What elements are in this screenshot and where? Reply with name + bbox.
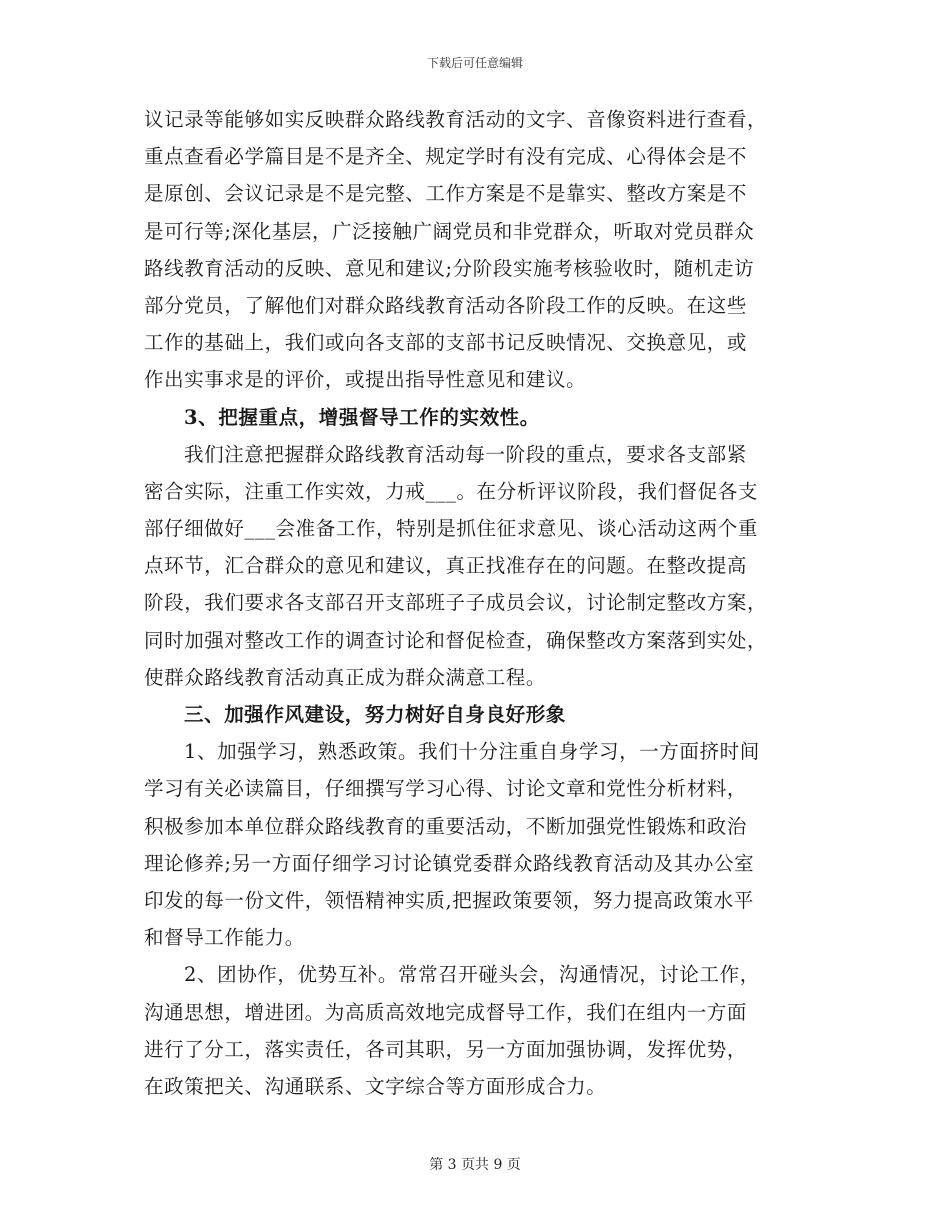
body-line: 理论修养;另一方面仔细学习讨论镇党委群众路线教育活动及其办公室 <box>144 851 755 875</box>
paragraph-start: 1、加强学习，熟悉政策。我们十分注重自身学习，一方面挤时间 <box>184 740 760 764</box>
body-line: 积极参加本单位群众路线教育的重要活动，不断加强党性锻炼和政治 <box>144 814 748 838</box>
body-line: 是原创、会议记录是不是完整、工作方案是不是靠实、整改方案是不 <box>144 182 748 206</box>
document-body <box>144 101 814 1105</box>
body-line: 和督导工作能力。 <box>144 926 305 950</box>
body-line: 议记录等能够如实反映群众路线教育活动的文字、音像资料进行查看， <box>144 108 768 131</box>
body-line: 沟通思想，增进团。为高质高效地完成督导工作，我们在组内一方面 <box>144 1000 748 1024</box>
body-line: 工作的基础上，我们或向各支部的支部书记反映情况、交换意见，或 <box>144 331 748 355</box>
page-header-note: 下载后可任意编辑 <box>426 56 523 70</box>
body-line: 部仔细做好___会准备工作，特别是抓住征求意见、谈心活动这两个重 <box>144 517 758 541</box>
body-line: 是可行等;深化基层，广泛接触广阔党员和非党群众，听取对党员群众 <box>144 219 755 243</box>
body-line: 密合实际，注重工作实效，力戒___。在分析评议阶段，我们督促各支 <box>144 479 758 503</box>
body-line: 点环节，汇合群众的意见和建议，真正找准存在的问题。在整改提高 <box>144 554 748 578</box>
body-line: 路线教育活动的反映、意见和建议;分阶段实施考核验收时，随机走访 <box>144 256 755 280</box>
paragraph-start: 我们注意把握群众路线教育活动每一阶段的重点，要求各支部紧 <box>184 442 747 466</box>
body-line: 同时加强对整改工作的调查讨论和督促检查，确保整改方案落到实处， <box>144 628 768 652</box>
section-heading-3: 3、把握重点，增强督导工作的实效性。 <box>184 405 540 429</box>
body-line: 使群众路线教育活动真正成为群众满意工程。 <box>144 665 547 689</box>
body-line: 学习有关必读篇目，仔细撰写学习心得、讨论文章和党性分析材料， <box>144 777 748 801</box>
body-line: 阶段，我们要求各支部召开支部班子子成员会议，讨论制定整改方案， <box>144 591 768 615</box>
body-line: 印发的每一份文件，领悟精神实质,把握政策要领，努力提高政策水平 <box>144 888 754 912</box>
body-line: 进行了分工，落实责任，各司其职，另一方面加强协调，发挥优势， <box>144 1037 748 1061</box>
body-line: 在政策把关、沟通联系、文字综合等方面形成合力。 <box>144 1074 607 1098</box>
paragraph-start: 2、团协作，优势互补。常常召开碰头会，沟通情况，讨论工作， <box>184 963 760 987</box>
body-line: 作出实事求是的评价，或提出指导性意见和建议。 <box>144 368 587 392</box>
body-line: 部分党员，了解他们对群众路线教育活动各阶段工作的反映。在这些 <box>144 293 748 317</box>
section-heading-main: 三、加强作风建设，努力树好自身良好形象 <box>184 703 566 726</box>
page-number: 第 3 页共 9 页 <box>429 1157 521 1173</box>
body-line: 重点查看必学篇目是不是齐全、规定学时有没有完成、心得体会是不 <box>144 145 748 169</box>
